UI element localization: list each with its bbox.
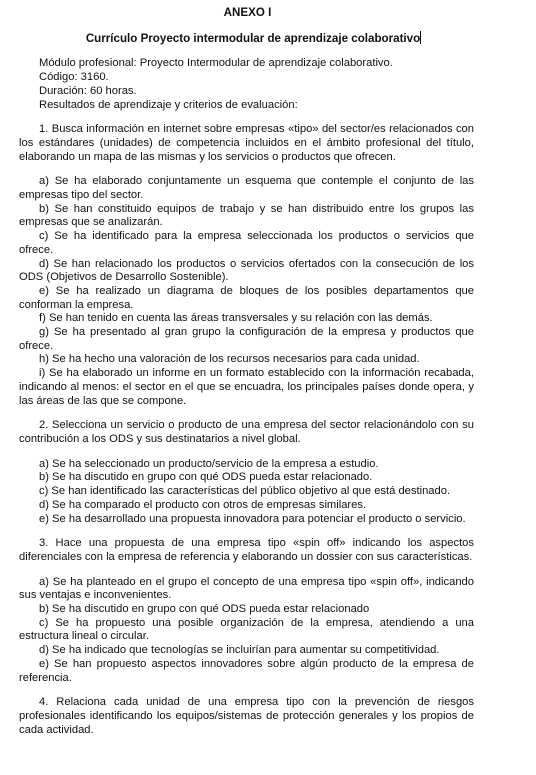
evaluation-criterion: c) Se ha propuesto una posible organización de la empresa, atendiendo a una estructura lineal o circular. [19, 616, 474, 643]
learning-outcome-3 [19, 537, 474, 685]
learning-outcome-1 [19, 123, 474, 408]
evaluation-criterion: c) Se ha identificado para la empresa seleccionada los productos o servicios que ofrece. [19, 230, 474, 256]
document-body [19, 6, 474, 748]
evaluation-criterion: e) Se ha desarrollado una propuesta innovadora para potenciar el producto o servicio. [39, 512, 466, 525]
evaluation-criterion: d) Se ha indicado que tecnologías se incluirían para aumentar su competitividad. [39, 644, 440, 657]
outcome-statement: 1. Busca información en internet sobre empresas «tipo» del sector/es relacionados con los estándares (unidades) de competencia incluidos en el ámbito profesional del título, elaborando un mapa de las mismas y los servicios o productos que ofrecen. [19, 123, 474, 163]
evaluation-criterion: e) Se ha realizado un diagrama de bloques de los posibles departamentos que conforman la empresa. [19, 284, 474, 311]
module-name: Módulo profesional: Proyecto Intermodular de aprendizaje colaborativo. [39, 57, 393, 70]
learning-outcome-2 [19, 419, 474, 526]
learning-outcome-4 [19, 696, 474, 737]
outcome-statement: 4. Relaciona cada unidad de una empresa tipo con la prevención de riesgos profesionales identificando los equipos/sistemas de protección generales y los propios de cada actividad. [19, 696, 474, 736]
evaluation-criterion: c) Se han identificado las características del público objetivo al que está destinado. [39, 485, 451, 498]
outcome-statement: 2. Selecciona un servicio o producto de una empresa del sector relacionándolo con su contribución a los ODS y sus destinatarios a nivel global. [19, 419, 474, 445]
module-code: Código: 3160. [39, 71, 109, 84]
evaluation-criterion: i) Se ha elaborado un informe en un formato establecido con la información recabada, indicando al menos: el sector en el que se encuadra, los principales países donde opera, y las áreas de las que se compone. [19, 367, 474, 407]
evaluation-criterion: a) Se ha seleccionado un producto/servicio de la empresa a estudio. [39, 457, 379, 470]
evaluation-criteria-list [19, 458, 474, 527]
evaluation-criterion: e) Se han propuesto aspectos innovadores sobre algún producto de la empresa de referencia. [19, 657, 474, 684]
module-duration: Duración: 60 horas. [39, 84, 137, 97]
evaluation-criterion: b) Se ha discutido en grupo con qué ODS pueda estar relacionado. [39, 471, 373, 484]
evaluation-criterion: a) Se ha planteado en el grupo el concepto de una empresa tipo «spin off», indicando sus ventajas e inconvenientes. [19, 575, 474, 602]
evaluation-criterion: g) Se ha presentado al gran grupo la configuración de la empresa y productos que ofrece. [19, 326, 474, 352]
curriculum-title: Currículo Proyecto intermodular de aprendizaje colaborativo [85, 31, 421, 45]
evaluation-criterion: a) Se ha elaborado conjuntamente un esquema que contemple el conjunto de las empresas tipo del sector. [19, 175, 474, 202]
evaluation-criterion: b) Se ha discutido en grupo con qué ODS pueda estar relacionado [39, 603, 370, 616]
evaluation-criterion: f) Se han tenido en cuenta las áreas transversales y su relación con las demás. [39, 312, 433, 325]
evaluation-criterion: d) Se ha comparado el producto con otros de empresas similares. [39, 498, 367, 511]
module-info [19, 57, 474, 112]
learning-outcomes [19, 123, 474, 737]
outcome-statement: 3. Hace una propuesta de una empresa tipo «spin off» indicando los aspectos diferenciales con la empresa de referencia y elaborando un dossier con sus características. [19, 537, 474, 563]
annex-heading: ANEXO I [223, 6, 272, 19]
curriculum-title-row [19, 31, 474, 46]
results-heading: Resultados de aprendizaje y criterios de evaluación: [39, 98, 298, 111]
evaluation-criterion: h) Se ha hecho una valoración de los recursos necesarios para cada unidad. [39, 353, 420, 366]
evaluation-criterion: d) Se han relacionado los productos o servicios ofertados con la consecución de los ODS (Objetivos de Desarrollo Sostenible). [19, 257, 474, 284]
evaluation-criteria-list [19, 576, 474, 686]
text-cursor [420, 31, 421, 44]
evaluation-criteria-list [19, 175, 474, 408]
evaluation-criterion: b) Se han constituido equipos de trabajo y se han distribuido entre los grupos las empresas que se analizarán. [19, 202, 474, 229]
